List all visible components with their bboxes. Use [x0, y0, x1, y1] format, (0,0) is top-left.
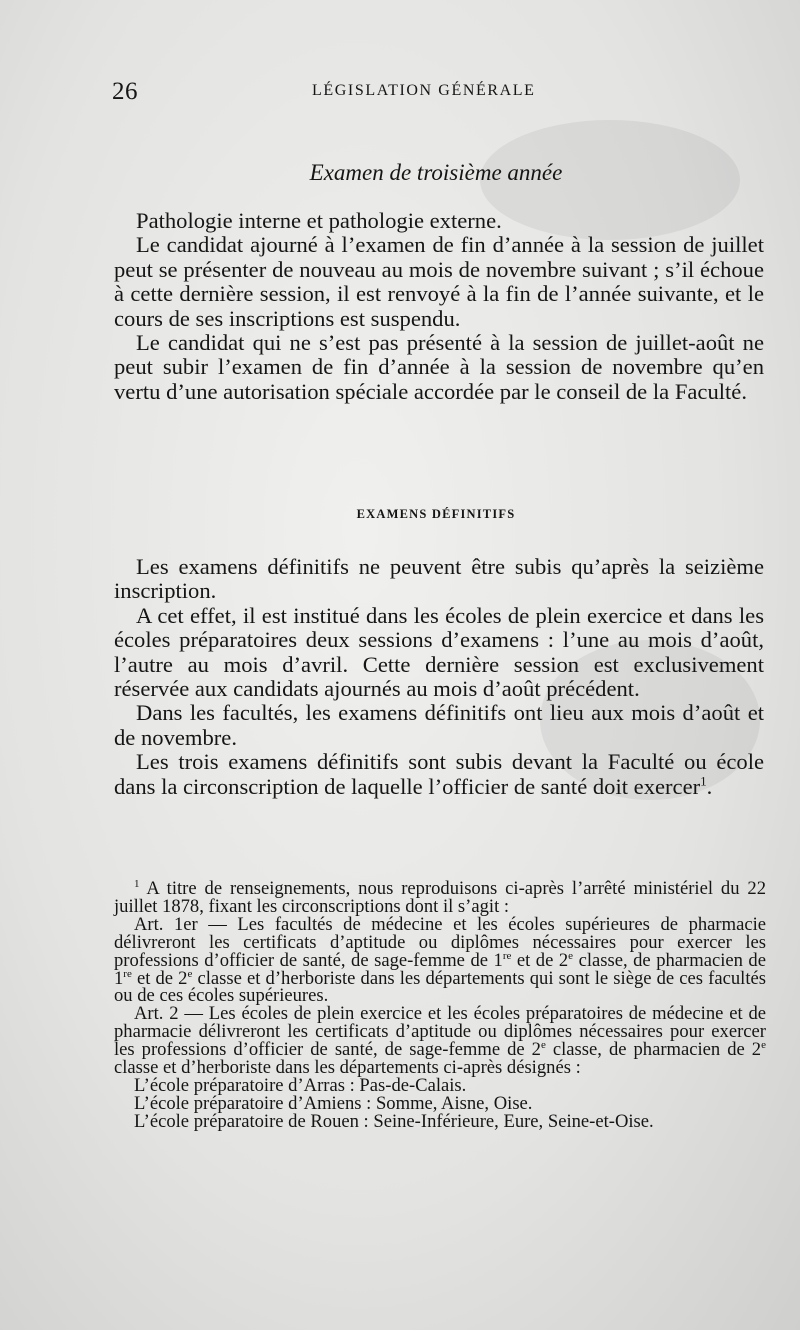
list-item: L’école préparatoire d’Amiens : Somme, Aisne, Oise. — [134, 1092, 533, 1114]
ordinal-suffix: re — [502, 949, 512, 962]
body-block-1 — [114, 209, 764, 404]
ordinal-suffix: e — [568, 949, 574, 962]
article-text: classe, de pharmacien de 1 — [114, 949, 766, 989]
article-1 — [114, 913, 766, 1007]
list-item: L’école préparatoire de Rouen : Seine-Inférieure, Eure, Seine-et-Oise. — [134, 1110, 654, 1132]
page-number: 26 — [112, 78, 138, 105]
body-block-2 — [114, 555, 764, 799]
ordinal-suffix: e — [761, 1038, 766, 1051]
article-text: et de 2 — [511, 949, 569, 971]
subheading: EXAMENS DÉFINITIFS — [356, 507, 516, 521]
article-label: Art. 1er — [134, 913, 198, 935]
page-header — [112, 78, 762, 108]
article-text: classe et d’herboriste dans les départements qui sont le siège de ces facultés ou de ces écoles supérieures. — [114, 967, 766, 1007]
ordinal-suffix: e — [540, 1038, 546, 1051]
paragraph: Le candidat ajourné à l’examen de fin d’année à la session de juillet peut se présenter de nouveau au mois de novembre suivant ; s’il échoue à cette dernière session, il est renvoyé à la fin de l’année suivante, et le cours de ses inscriptions est suspendu. — [114, 232, 764, 331]
article-2 — [114, 1005, 766, 1077]
running-title: LÉGISLATION GÉNÉRALE — [312, 82, 536, 99]
paragraph: Les examens définitifs ne peuvent être subis qu’après la seizième inscription. — [114, 554, 764, 604]
footnote-number: 1 — [134, 877, 140, 890]
ordinal-suffix: e — [187, 967, 193, 980]
paragraph: A cet effet, il est institué dans les écoles de plein exercice et dans les écoles préparatoires deux sessions d’examens : l’une au mois d’août, l’autre au mois d’avril. Cette dernière session est exclusivement réservée aux candidats ajournés au mois d’août précédent. — [114, 602, 764, 702]
ordinal-suffix: re — [123, 967, 132, 980]
article-label: Art. 2 — [134, 1003, 179, 1025]
section-title: Examen de troisième année — [309, 160, 563, 185]
paragraph: Le candidat qui ne s’est pas présenté à la session de juillet-août ne peut subir l’examen de fin d’année à la session de novembre qu’en vertu d’une autorisation spéciale accordée par le conseil de la Faculté. — [114, 330, 764, 404]
list-item: L’école préparatoire d’Arras : Pas-de-Calais. — [134, 1074, 467, 1096]
article-text: et de 2 — [131, 967, 188, 989]
article-text: classe et d’herboriste dans les départements ci-après désignés : — [114, 1057, 581, 1079]
article-text: classe, de pharmacien de 2 — [545, 1039, 762, 1061]
article-text: — Les facultés de médecine et les écoles supérieures de pharmacie délivreront les certificats d’aptitude ou diplômes nécessaires pour exercer les professions d’officier de santé, de sage-femme de 1 — [114, 913, 766, 971]
paragraph: Pathologie interne et pathologie externe. — [136, 208, 502, 233]
article-text: — Les écoles de plein exercice et les écoles préparatoires de médecine et de pharmacie délivreront les certificats d’aptitude ou diplômes nécessaires pour exercer les professions d’officier de santé, de sage-femme de 2 — [114, 1003, 766, 1061]
footnote — [114, 877, 766, 1132]
paragraph: Les trois examens définitifs sont subis devant la Faculté ou école dans la circonscription de laquelle l’officier de santé doit exercer$^1$. — [114, 749, 764, 799]
paragraph: Dans les facultés, les examens définitifs ont lieu aux mois d’août et de novembre. — [114, 700, 764, 750]
footnote-intro — [114, 877, 766, 917]
paragraph-text: Les trois examens définitifs sont subis devant la Faculté ou école dans la circonscription de laquelle l’officier de santé doit exercer — [114, 749, 764, 799]
footnote-intro-text: A titre de renseignements, nous reproduisons ci-après l’arrêté ministériel du 22 juillet 1878, fixant les circonscriptions dont il s’agit : — [114, 878, 766, 917]
footnote-reference[interactable]: 1 — [700, 773, 707, 789]
